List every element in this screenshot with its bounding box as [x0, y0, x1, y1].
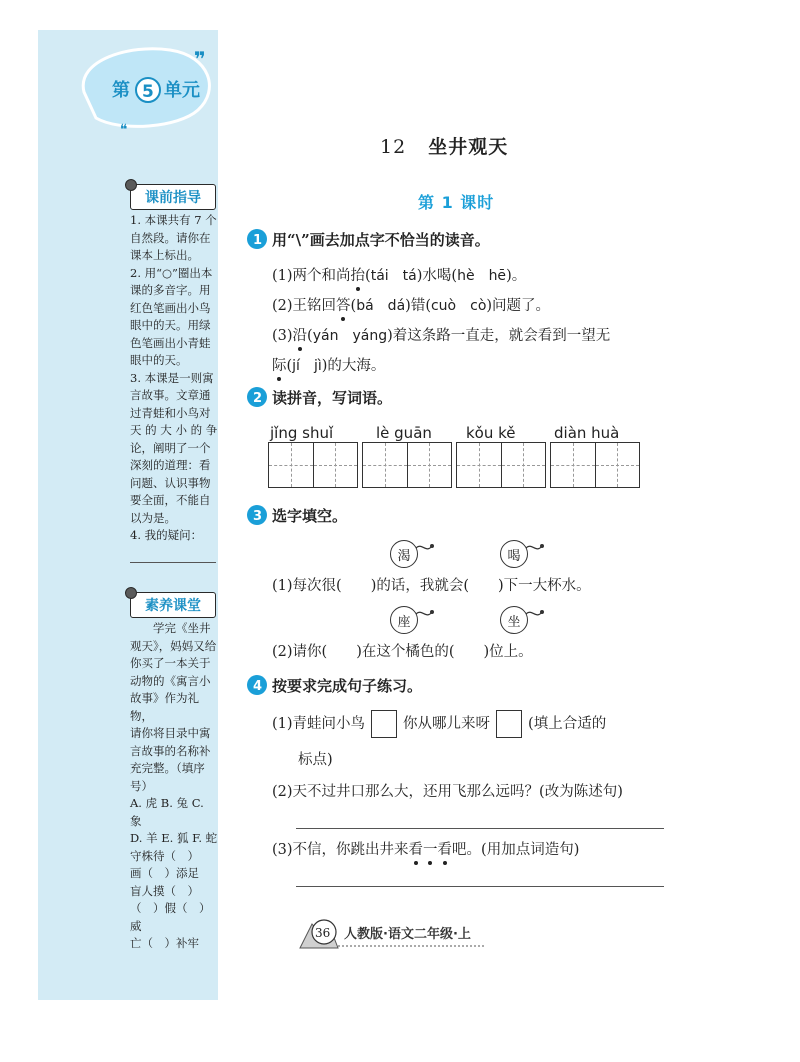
quote-mark-icon: ❞: [194, 47, 206, 71]
sidebar-text-line: 天 的 大 小 的 争: [130, 423, 218, 437]
svg-text:2: 2: [253, 391, 263, 406]
writing-grid-1[interactable]: [268, 442, 358, 488]
writing-grid-2[interactable]: [362, 442, 452, 488]
guide-text: [130, 212, 218, 545]
q1-line-4: 际(jí jì)的大海。: [272, 354, 385, 375]
sidebar-text-line: 3. 本课是一则寓: [130, 370, 214, 385]
sidebar-text-line: 故事》作为礼物，: [130, 691, 199, 723]
q4-sentence-1: (1)青蛙问小鸟 你从哪儿来呀 (填上合适的: [272, 710, 606, 738]
sidebar-text-line: 深刻的道理：看: [130, 458, 211, 472]
sidebar-text-line: 论，阐明了一个: [130, 440, 211, 455]
writing-grid-4[interactable]: [550, 442, 640, 488]
classroom-text: [130, 620, 218, 953]
sidebar-text-line: 问题、认识事物: [130, 475, 211, 490]
balloon-string-icon: [416, 606, 436, 622]
pinyin-4: diàn huà: [554, 424, 620, 442]
number-3-icon: [246, 504, 268, 526]
sidebar-text-line: 4. 我的疑问：: [130, 528, 203, 542]
q4-sentence-3: (3)不信，你跳出井来看一看吧。(用加点词造句): [272, 838, 579, 859]
sidebar-text-line: D. 羊 E. 狐 F. 蛇: [130, 831, 218, 845]
sidebar-text-line: 亡（ ）补牢: [130, 936, 199, 950]
sidebar-text-line: 动物的《寓言小: [130, 673, 211, 688]
pinyin-2: lè guān: [376, 424, 432, 442]
q2-heading: 2 读拼音，写词语。: [246, 386, 392, 408]
sidebar-text-line: 充完整。（填序: [130, 761, 205, 775]
sidebar-text-line: 学完《坐井: [130, 621, 211, 635]
sidebar-text-line: （ ）假（ ）威: [130, 901, 211, 933]
pinyin-1: jǐng shuǐ: [270, 424, 334, 442]
sidebar-text-line: 眼中的天。用绿: [130, 318, 211, 332]
sidebar-text-line: 色笔画出小青蛙: [130, 335, 211, 350]
number-2-icon: [246, 386, 268, 408]
punctuation-box-1[interactable]: [371, 710, 397, 738]
answer-line-1[interactable]: [296, 828, 664, 829]
sidebar-text-line: 过青蛙和小鸟对: [130, 405, 211, 420]
sidebar-text-line: 以为是。: [130, 510, 176, 525]
page-footer: [298, 914, 488, 950]
q1-heading: 1 用“\”画去加点字不恰当的读音。: [246, 228, 490, 250]
q1-line-3: (3)沿(yán yáng)着这条路一直走，就会看到一望无: [272, 324, 610, 345]
page-number: 36: [315, 926, 331, 940]
char-option-2: 喝: [500, 540, 528, 568]
guide-title: 课前指导: [130, 184, 216, 210]
number-1-icon: [246, 228, 268, 250]
sidebar-text-line: 你买了一本关于: [130, 656, 211, 670]
q3-heading: 3 选字填空。: [246, 504, 347, 526]
pin-icon: [125, 179, 137, 191]
char-option-3: 座: [390, 606, 418, 634]
q3-sentence-2: (2)请你( )在这个橘色的( )位上。: [272, 644, 533, 660]
sidebar-text-line: 请你将目录中寓: [130, 726, 211, 740]
sidebar-text-line: 观天》，妈妈又给: [130, 638, 217, 653]
unit-number: 5: [142, 82, 154, 102]
sidebar-text-line: 1. 本课共有 7 个: [130, 213, 217, 227]
sidebar-text-line: 眼中的天。: [130, 353, 188, 367]
lesson-period: 第 1 课时: [418, 193, 495, 212]
sidebar-text-line: 自然段。请你在: [130, 230, 211, 245]
question-line: [130, 562, 216, 563]
sidebar-text-line: A. 虎 B. 兔 C. 象: [130, 796, 204, 828]
sidebar-text-line: 号）: [130, 778, 153, 793]
svg-text:3: 3: [253, 509, 263, 524]
answer-line-2[interactable]: [296, 886, 664, 887]
sidebar-text-line: 要全面，不能自: [130, 493, 211, 507]
quote-mark-icon: ❝: [120, 122, 128, 138]
q4-sentence-1-cont: 标点): [298, 752, 333, 768]
unit-pre: 第: [112, 80, 130, 101]
punctuation-box-2[interactable]: [496, 710, 522, 738]
q1-line-1: (1)两个和尚抬(tái tá)水喝(hè hē)。: [272, 264, 526, 285]
sidebar-text-line: 守株待（ ）: [130, 848, 199, 863]
svg-text:1: 1: [253, 233, 263, 248]
svg-text:4: 4: [253, 679, 263, 694]
sidebar-text-line: 盲人摸（ ）: [130, 883, 199, 898]
sidebar-text-line: 言故事。文章通: [130, 388, 211, 402]
q1-line-2: (2)王铭回答(bá dá)错(cuò cò)问题了。: [272, 294, 550, 315]
sidebar-text-line: 言故事的名称补: [130, 743, 211, 758]
lesson-title: 12 坐井观天: [380, 136, 509, 158]
q4-heading: 4 按要求完成句子练习。: [246, 674, 422, 696]
sidebar-text-line: 画（ ）添足: [130, 866, 199, 880]
sidebar-text-line: 课本上标出。: [130, 248, 199, 262]
writing-grid-3[interactable]: [456, 442, 546, 488]
sidebar-text-line: 2. 用“○”圈出本: [130, 265, 213, 280]
unit-post: 单元: [164, 80, 200, 101]
sidebar-text-line: 红色笔画出小鸟: [130, 300, 211, 315]
sidebar-text-line: 课的多音字。用: [130, 283, 211, 297]
char-option-4: 坐: [500, 606, 528, 634]
pin-icon: [125, 587, 137, 599]
edition-label: 人教版·语文二年级·上: [344, 927, 471, 942]
pinyin-3: kǒu kě: [466, 424, 516, 442]
classroom-title: 素养课堂: [130, 592, 216, 618]
char-option-1: 渴: [390, 540, 418, 568]
balloon-string-icon: [416, 540, 436, 556]
q3-sentence-1: (1)每次很( )的话，我就会( )下一大杯水。: [272, 578, 591, 594]
number-4-icon: [246, 674, 268, 696]
q4-sentence-2: (2)天不过井口那么大，还用飞那么远吗？(改为陈述句): [272, 784, 623, 800]
balloon-string-icon: [526, 606, 546, 622]
balloon-string-icon: [526, 540, 546, 556]
unit-badge: [70, 30, 218, 140]
